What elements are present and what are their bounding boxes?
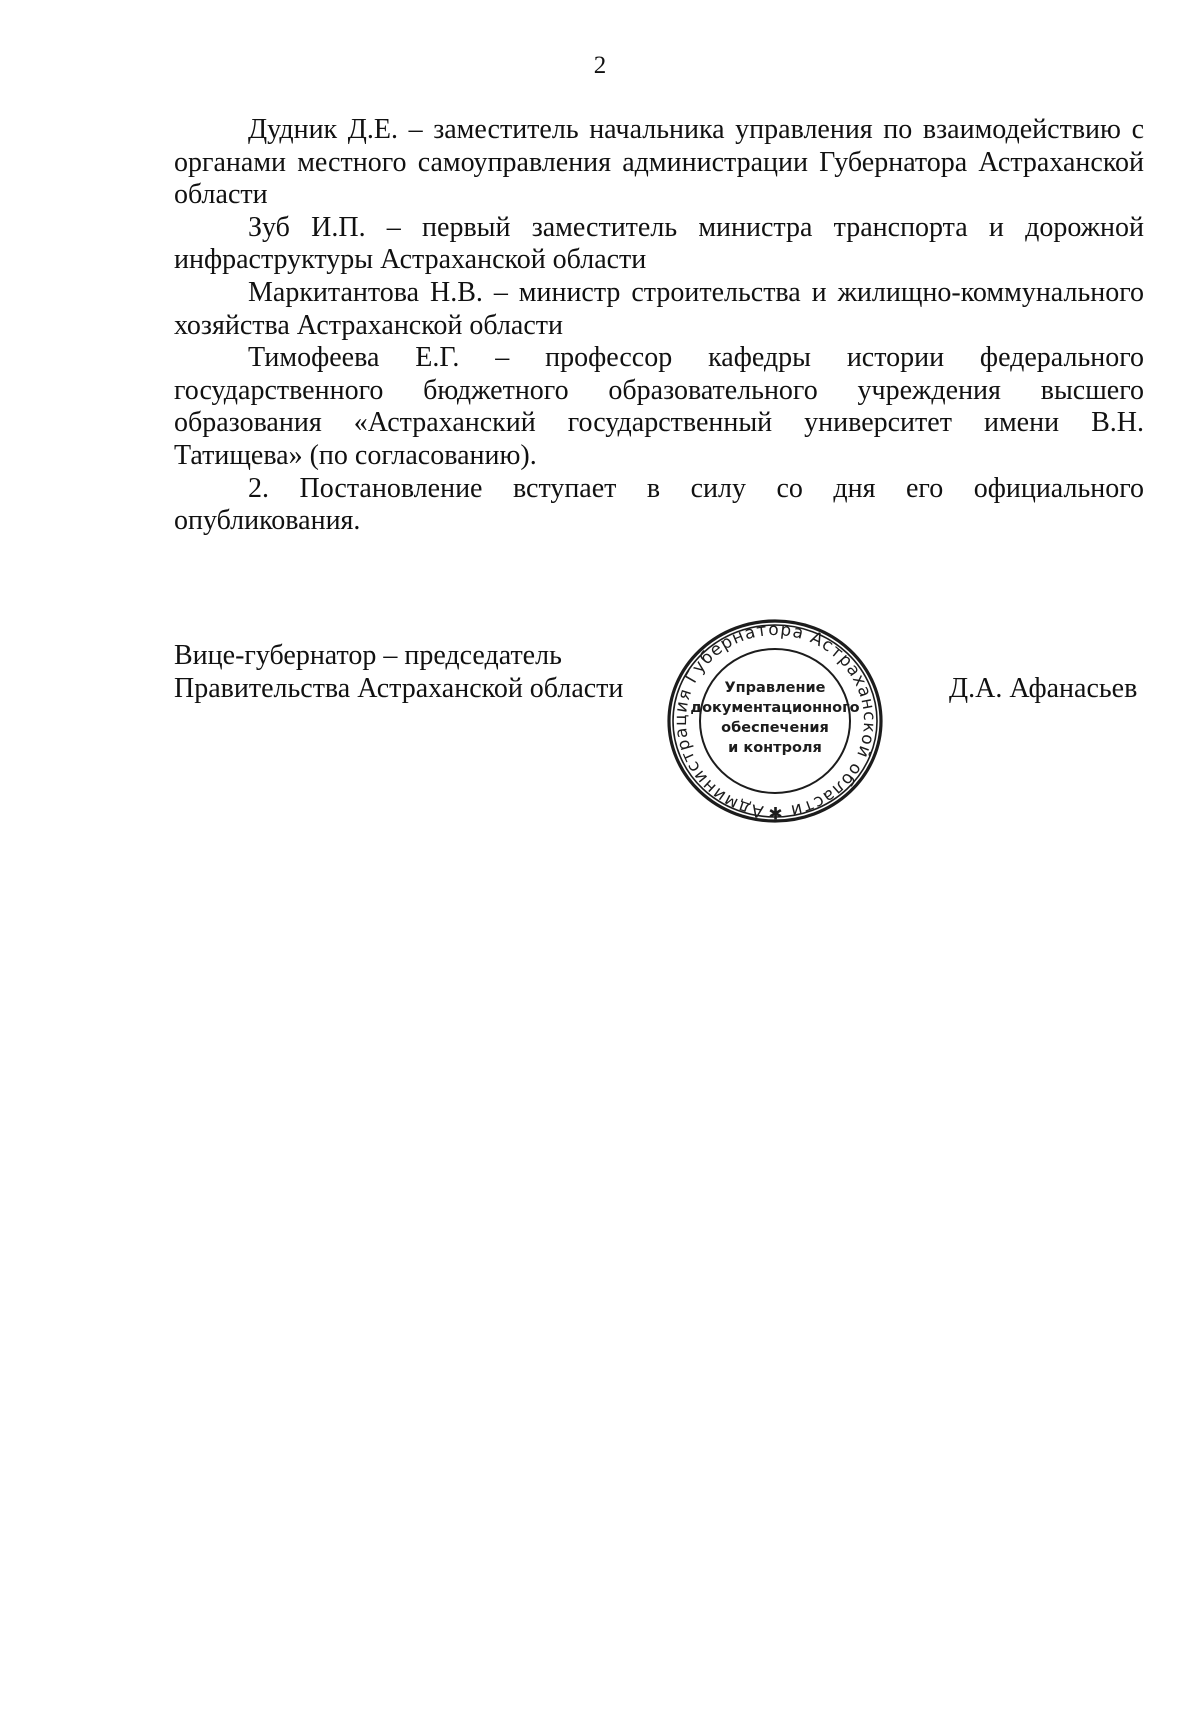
document-body: [174, 114, 1144, 538]
page-number: 2: [593, 52, 607, 79]
paragraph-zub: Зуб И.П. – первый заместитель министра транспорта и дорожной инфраструктуры Астраханской области: [174, 211, 1144, 276]
stamp-seal-graphic: [655, 604, 895, 824]
official-stamp: [655, 604, 895, 824]
paragraph-markitantova: Маркитантова Н.В. – министр строительства и жилищно-коммунального хозяйства Астраханской области: [174, 276, 1144, 341]
paragraph-timofeeva: Тимофеева Е.Г. – профессор кафедры истории федерального государственного бюджетного образовательного учреждения высшего образования «Астраханский государственный университет имени В.Н. Татищева» (по согласованию).: [174, 342, 1144, 471]
stamp-center-line-2: документационного: [690, 700, 860, 716]
signature-position-line-1: Вице-губернатор – председатель: [174, 640, 562, 671]
stamp-center-line-4: и контроля: [728, 740, 822, 756]
stamp-center-line-3: обеспечения: [721, 720, 829, 736]
signatory-name: Д.А. Афанасьев: [949, 673, 1138, 704]
stamp-ring-text: Администрация Губернатора Астраханской области ✱: [670, 619, 880, 823]
paragraph-dudnik: Дудник Д.Е. – заместитель начальника управления по взаимодействию с органами местного самоуправления администрации Губернатора Астраханской области: [174, 114, 1144, 211]
signature-position-line-2: Правительства Астраханской области: [174, 672, 624, 704]
signature-position: [174, 640, 623, 705]
paragraph-effective-date: 2. Постановление вступает в силу со дня его официального опубликования.: [174, 472, 1144, 537]
stamp-center-line-1: Управление: [724, 680, 826, 696]
